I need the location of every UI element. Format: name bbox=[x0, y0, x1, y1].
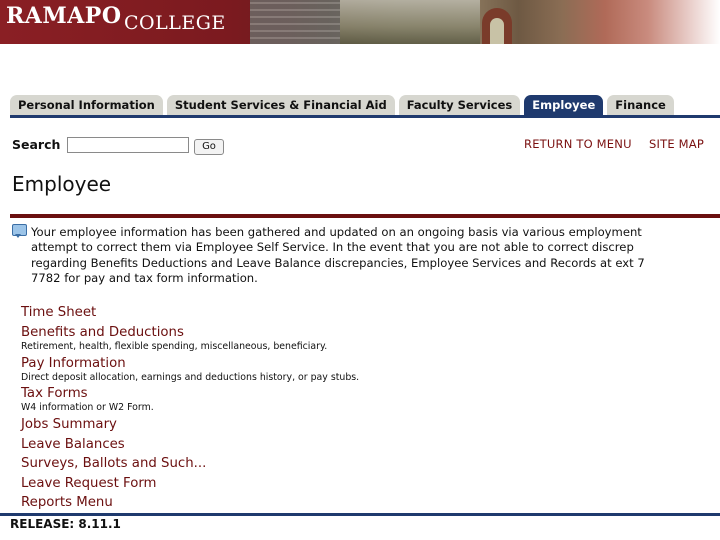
search-input[interactable] bbox=[67, 137, 189, 153]
menu-description: Direct deposit allocation, earnings and deductions history, or pay stubs. bbox=[21, 372, 360, 383]
menu-link-reports-menu[interactable]: Reports Menu bbox=[21, 495, 113, 510]
tab-underline bbox=[10, 115, 720, 118]
info-text-line: regarding Benefits Deductions and Leave Balance discrepancies, Employee Services and Records at ext 7 bbox=[31, 256, 645, 270]
go-button[interactable]: Go bbox=[194, 139, 224, 155]
logo-ramapo: RAMAPO bbox=[6, 3, 122, 29]
menu-description: W4 information or W2 Form. bbox=[21, 402, 154, 413]
info-text-line: attempt to correct them via Employee Self Service. In the event that you are not able to correct discrep bbox=[31, 240, 634, 254]
menu-link-surveys-ballots[interactable]: Surveys, Ballots and Such... bbox=[21, 456, 207, 471]
tab-faculty-services[interactable]: Faculty Services bbox=[399, 95, 521, 115]
release-version: RELEASE: 8.11.1 bbox=[10, 517, 121, 531]
menu-link-time-sheet[interactable]: Time Sheet bbox=[21, 305, 97, 320]
tab-personal-information[interactable]: Personal Information bbox=[10, 95, 163, 115]
page-title: Employee bbox=[12, 172, 112, 196]
menu-description: Retirement, health, flexible spending, miscellaneous, beneficiary. bbox=[21, 341, 328, 352]
info-bubble-icon bbox=[12, 224, 27, 236]
tab-finance[interactable]: Finance bbox=[607, 95, 674, 115]
main-nav-tabs bbox=[10, 95, 674, 115]
return-to-menu-link[interactable]: RETURN TO MENU bbox=[524, 137, 632, 151]
campus-arch-photo bbox=[482, 8, 512, 44]
menu-link-pay-information[interactable]: Pay Information bbox=[21, 356, 126, 371]
site-map-link[interactable]: SITE MAP bbox=[649, 137, 704, 151]
title-divider bbox=[10, 214, 720, 218]
footer-divider bbox=[0, 513, 720, 516]
info-text-line: Your employee information has been gathered and updated on an ongoing basis via various employment bbox=[31, 225, 642, 239]
college-banner bbox=[0, 0, 720, 44]
menu-link-jobs-summary[interactable]: Jobs Summary bbox=[21, 417, 117, 432]
menu-link-tax-forms[interactable]: Tax Forms bbox=[21, 386, 88, 401]
logo-college: COLLEGE bbox=[124, 12, 226, 34]
tab-employee[interactable]: Employee bbox=[524, 95, 603, 115]
menu-link-leave-balances[interactable]: Leave Balances bbox=[21, 437, 125, 452]
menu-link-benefits-and-deductions[interactable]: Benefits and Deductions bbox=[21, 325, 184, 340]
campus-building-photo bbox=[250, 0, 340, 44]
menu-link-leave-request-form[interactable]: Leave Request Form bbox=[21, 476, 157, 491]
campus-photo bbox=[340, 0, 480, 44]
info-text-line: 7782 for pay and tax form information. bbox=[31, 271, 258, 285]
tab-student-services-financial-aid[interactable]: Student Services & Financial Aid bbox=[167, 95, 395, 115]
search-label: Search bbox=[12, 137, 61, 152]
